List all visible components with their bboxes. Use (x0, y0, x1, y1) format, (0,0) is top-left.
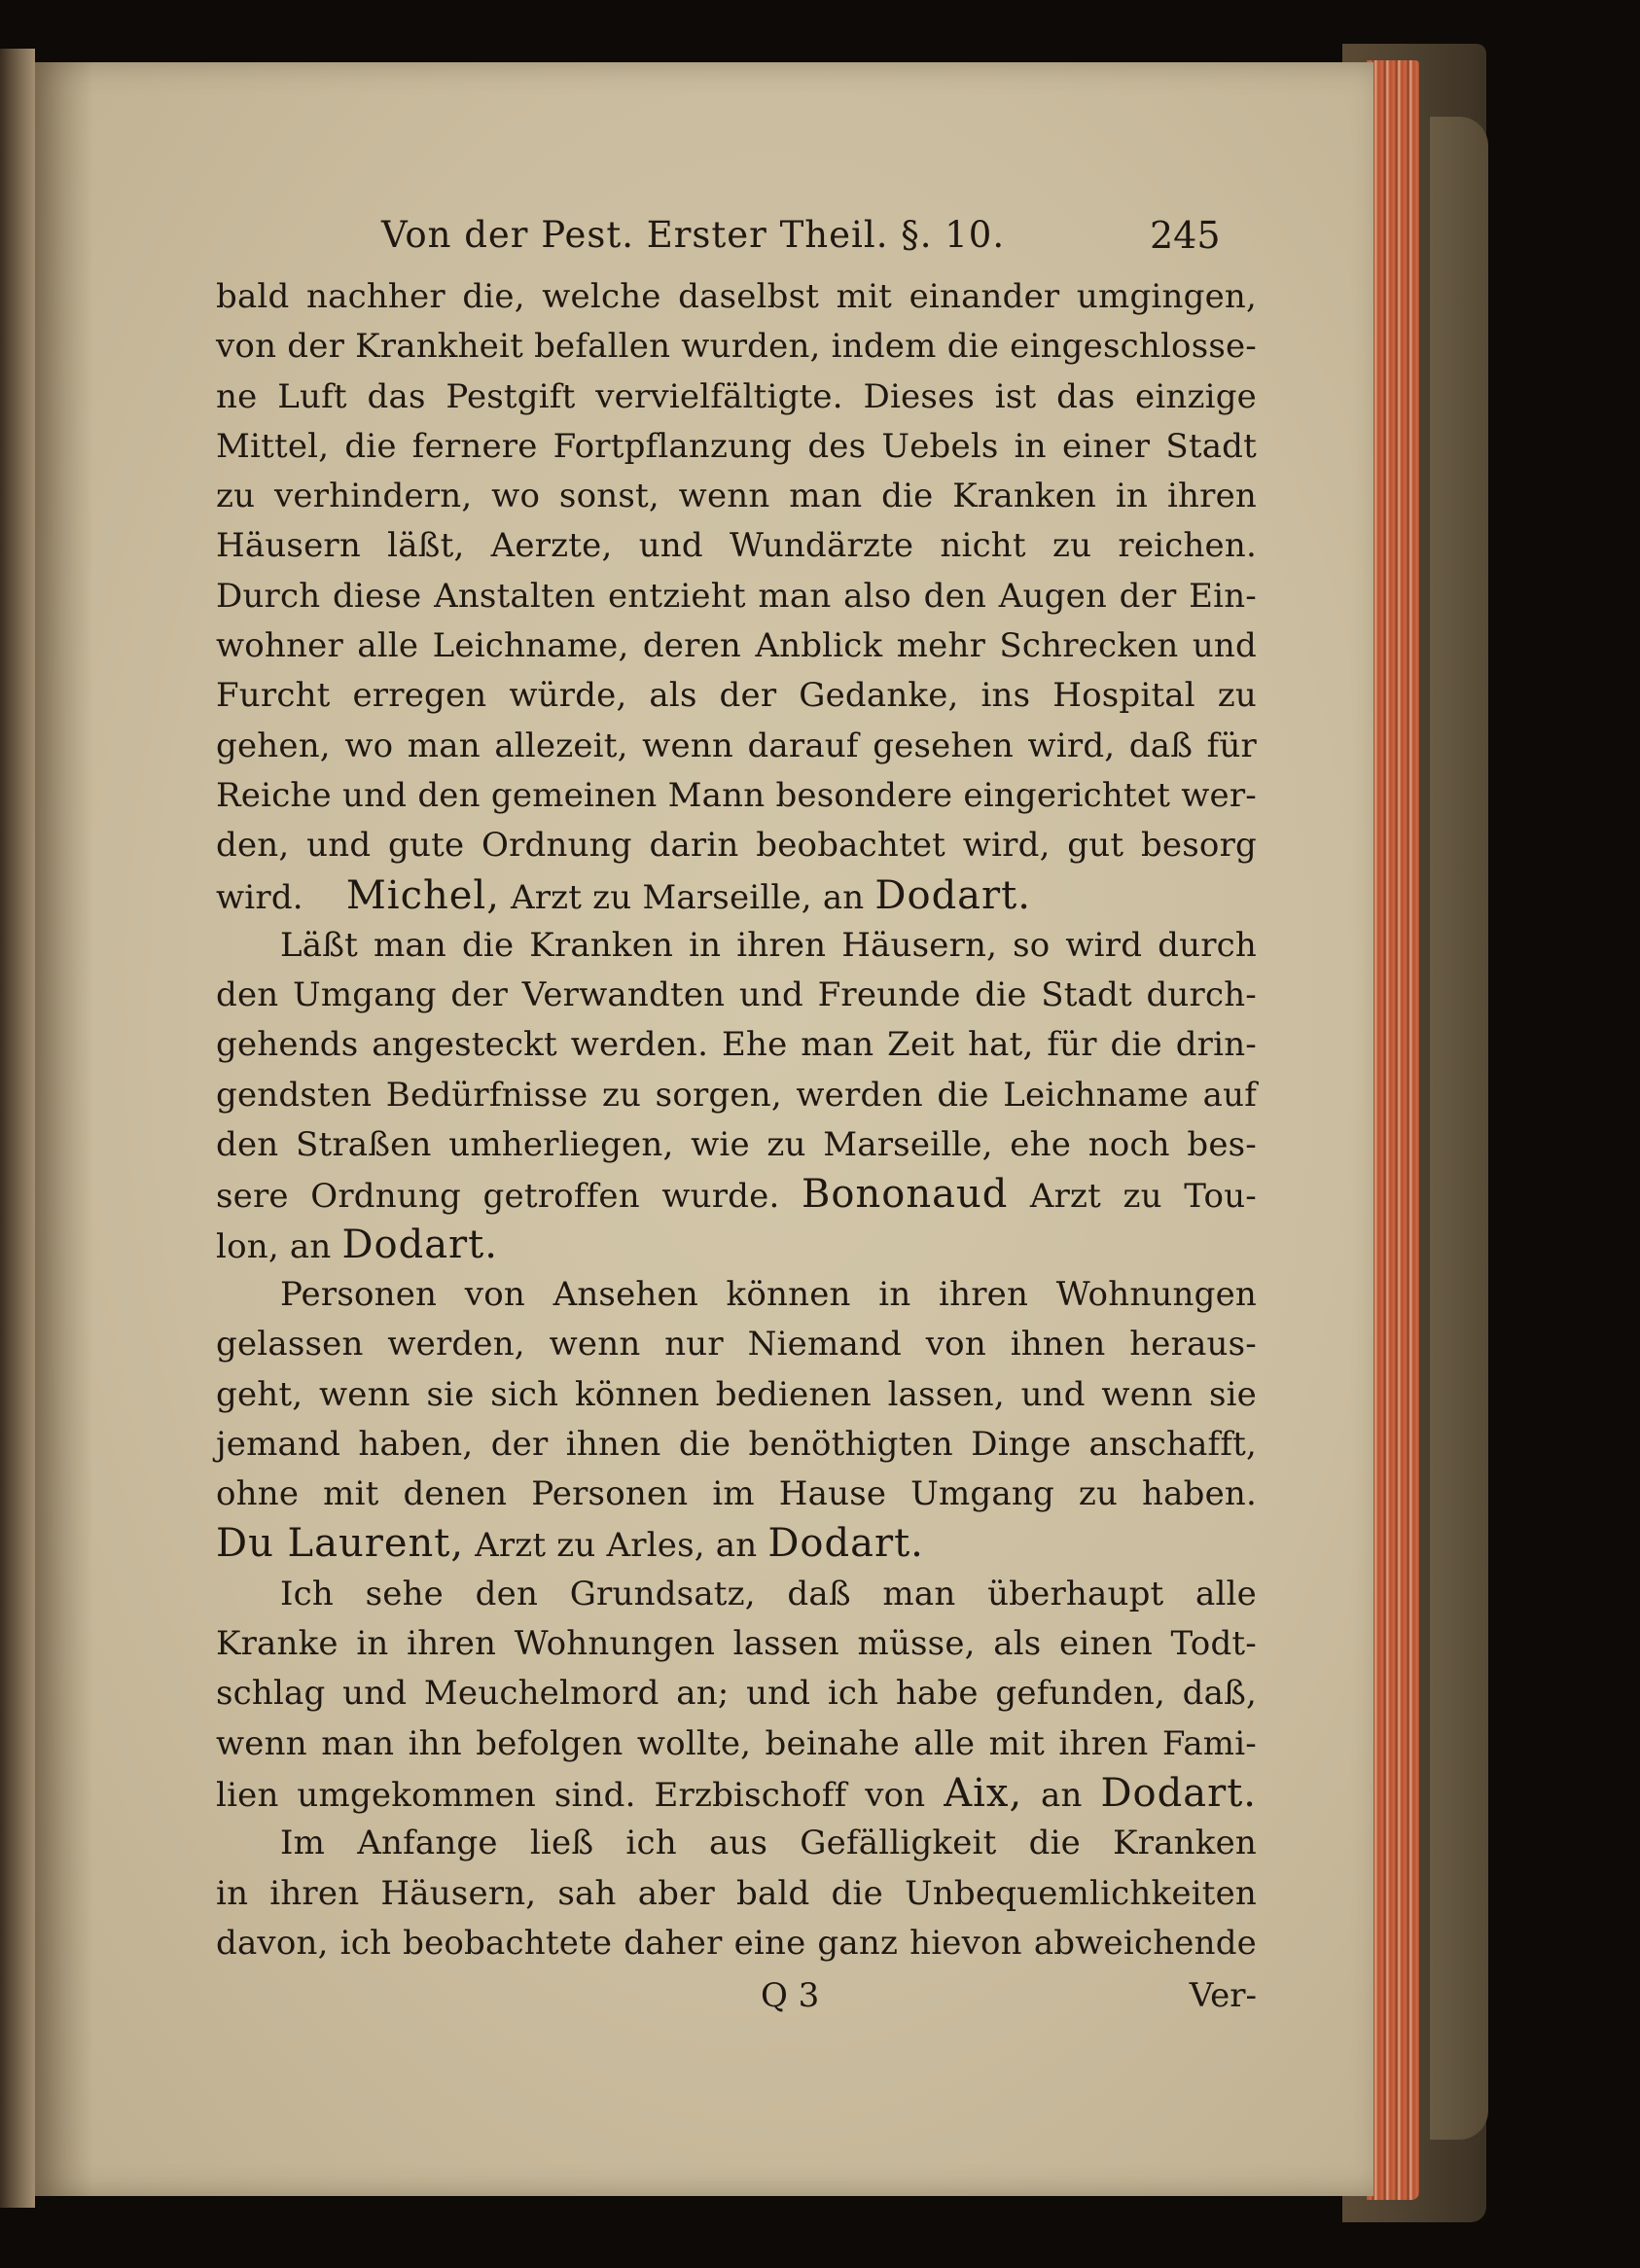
text-line: den Umgang der Verwandten und Freunde die Stadt durch- (216, 975, 1257, 1015)
citation-author: Du Laurent, (216, 1521, 465, 1567)
text-line: schlag und Meuchelmord an; und ich habe gefunden, daß, (216, 1674, 1257, 1714)
text-line: von der Krankheit befallen wurden, indem die eingeschlosse- (216, 327, 1257, 367)
book-page (35, 62, 1373, 2196)
text-line: bald nachher die, welche daselbst mit einander umgingen, (216, 277, 1257, 316)
citation-place: Aix, (944, 1770, 1023, 1816)
signature-mark: Q 3 (761, 1976, 820, 2016)
text-block (216, 179, 1257, 2022)
paragraph-5 (216, 1819, 1257, 1968)
text-line: in ihren Häusern, sah aber bald die Unbequemlichkeiten (216, 1873, 1257, 1913)
red-page-edges (1367, 60, 1419, 2200)
line-text: sere Ordnung getroffen wurde. (216, 1177, 780, 1217)
text-line: geht, wenn sie sich können bedienen lassen, und wenn sie (216, 1374, 1257, 1414)
citation-text: an (1041, 1775, 1083, 1815)
citation-text: Arzt zu Arles, an (475, 1526, 758, 1566)
left-page-edge (0, 49, 35, 2208)
text-line: Läßt man die Kranken in ihren Häusern, so wird durch (280, 925, 1257, 965)
text-line: gehends angesteckt werden. Ehe man Zeit hat, für die drin- (216, 1025, 1257, 1065)
text-line: den Straßen umherliegen, wie zu Marseille, ehe noch bes- (216, 1125, 1257, 1165)
citation-author: Bononaud (802, 1172, 1009, 1218)
text-line: Ich sehe den Grundsatz, daß man überhaupt alle (280, 1574, 1257, 1613)
text-line: Im Anfange ließ ich aus Gefälligkeit die Kranken (280, 1824, 1257, 1863)
citation-addressee: Dodart. (767, 1521, 924, 1567)
text-line: gelassen werden, wenn nur Niemand von ihnen heraus- (216, 1325, 1257, 1364)
gutter-shadow (35, 62, 93, 2196)
line-text: lien umgekommen sind. Erzbischoff von (216, 1775, 926, 1815)
citation-addressee: Dodart. (1100, 1770, 1257, 1816)
text-line: Häusern läßt, Aerzte, und Wundärzte nicht zu reichen. (216, 526, 1257, 566)
text-line: gendsten Bedürfnisse zu sorgen, werden die Leichname auf (216, 1075, 1257, 1115)
text-line: wenn man ihn befolgen wollte, beinahe alle mit ihren Fami- (216, 1723, 1257, 1763)
paragraph-2 (216, 921, 1257, 1270)
text-line: ohne mit denen Personen im Hause Umgang zu haben. (216, 1474, 1257, 1514)
citation-line (216, 1519, 1257, 1569)
citation-line (216, 1221, 1257, 1270)
running-title: Von der Pest. Erster Theil. §. 10. (381, 214, 1006, 256)
text-line: Mittel, die fernere Fortpflanzung des Uebels in einer Stadt (216, 426, 1257, 466)
text-line: den, und gute Ordnung darin beobachtet wird, gut besorg (216, 826, 1257, 866)
text-line: Furcht erregen würde, als der Gedanke, ins Hospital zu (216, 676, 1257, 716)
paragraph-1 (216, 272, 1257, 921)
page-footer (216, 1972, 1257, 2022)
page-number: 245 (1150, 214, 1221, 257)
text-line: zu verhindern, wo sonst, wenn man die Kranken in ihren (216, 477, 1257, 516)
text-line: jemand haben, der ihnen die benöthigten Dinge anschafft, (216, 1424, 1257, 1464)
paragraph-4 (216, 1570, 1257, 1819)
line-text: lon, an (216, 1226, 332, 1266)
text-line: ne Luft das Pestgift vervielfältigte. Dieses ist das einzige (216, 376, 1257, 416)
citation-line (216, 1170, 1257, 1220)
catchword: Ver- (1189, 1976, 1257, 2016)
citation-line (216, 871, 1257, 921)
citation-addressee: Dodart. (874, 872, 1031, 918)
citation-author: Michel, (345, 872, 500, 918)
paragraph-3 (216, 1270, 1257, 1570)
text-line: Durch diese Anstalten entzieht man also den Augen der Ein- (216, 576, 1257, 616)
text-line: gehen, wo man allezeit, wenn darauf gesehen wird, daß für (216, 726, 1257, 765)
citation-line (216, 1769, 1257, 1819)
book-cover-edge (1430, 117, 1488, 2140)
text-line: davon, ich beobachtete daher eine ganz hievon abweichende (216, 1923, 1257, 1963)
text-line: Kranke in ihren Wohnungen lassen müsse, als einen Todt- (216, 1624, 1257, 1664)
line-text: wird. (216, 877, 303, 917)
citation-text: Arzt zu Tou- (1029, 1177, 1257, 1217)
citation-text: Arzt zu Marseille, an (510, 877, 865, 917)
text-line: Personen von Ansehen können in ihren Wohnungen (280, 1274, 1257, 1314)
page-header (216, 179, 1257, 272)
text-line: Reiche und den gemeinen Mann besondere eingerichtet wer- (216, 775, 1257, 815)
text-line: wohner alle Leichname, deren Anblick mehr Schrecken und (216, 626, 1257, 666)
citation-addressee: Dodart. (341, 1222, 498, 1267)
